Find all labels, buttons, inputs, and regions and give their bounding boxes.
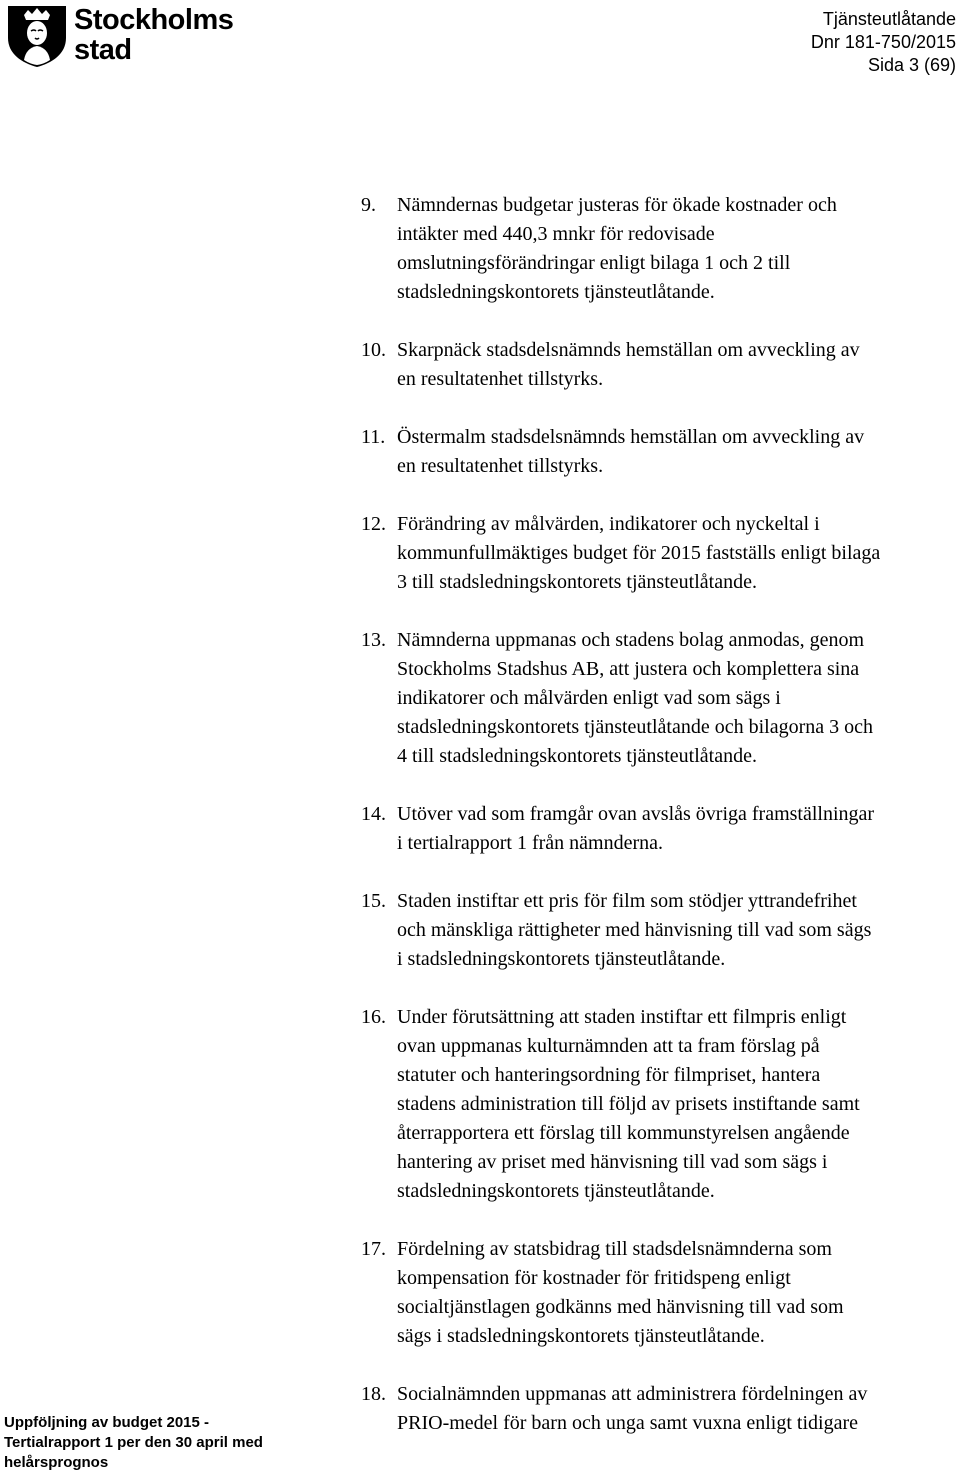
item-number: 18.	[361, 1383, 386, 1405]
item-text-line: i tertialrapport 1 från nämnderna.	[397, 832, 663, 854]
logo-wordmark	[74, 6, 233, 65]
item-text-line: socialtjänstlagen godkänns med hänvisning till vad som	[397, 1296, 844, 1318]
item-text-line: Stockholms Stadshus AB, att justera och komplettera sina	[397, 658, 860, 680]
list-item	[361, 510, 960, 597]
item-number: 10.	[361, 339, 386, 361]
item-number: 13.	[361, 629, 386, 651]
footer-title	[4, 1413, 263, 1473]
item-text-line: i stadsledningskontorets tjänsteutlåtande.	[397, 948, 726, 970]
item-text-line: stadsledningskontorets tjänsteutlåtande.	[397, 281, 715, 303]
item-text-line: PRIO-medel för barn och unga samt vuxna enligt tidigare	[397, 1412, 858, 1434]
list-item	[361, 423, 960, 481]
item-text-line: hantering av priset med hänvisning till vad som sägs i	[397, 1151, 828, 1173]
logo-text-line2: stad	[74, 34, 132, 66]
stockholms-stad-logo	[4, 2, 234, 68]
item-text-line: Staden instiftar ett pris för film som stödjer yttrandefrihet	[397, 890, 857, 912]
list-item	[361, 191, 960, 307]
item-text-line: Skarpnäck stadsdelsnämnds hemställan om avveckling av	[397, 339, 860, 361]
item-text-line: Nämnderna uppmanas och stadens bolag anmodas, genom	[397, 629, 865, 651]
item-text-line: 4 till stadsledningskontorets tjänsteutlåtande.	[397, 745, 757, 767]
item-text-line: kompensation för kostnader för fritidspeng enligt	[397, 1267, 791, 1289]
document-meta	[811, 8, 956, 77]
item-text-line: statuter och hanteringsordning för filmpriset, hantera	[397, 1064, 821, 1086]
item-number: 9.	[361, 194, 376, 216]
footer-line3: helårsprognos	[4, 1454, 109, 1471]
item-number: 17.	[361, 1238, 386, 1260]
item-text-line: en resultatenhet tillstyrks.	[397, 368, 604, 390]
item-text-line: ovan uppmanas kulturnämnden att ta fram förslag på	[397, 1035, 820, 1057]
item-text-line: Under förutsättning att staden instiftar ett filmpris enligt	[397, 1006, 847, 1028]
list-item	[361, 336, 960, 394]
item-text-line: Nämndernas budgetar justeras för ökade kostnader och	[397, 194, 837, 216]
item-number: 11.	[361, 426, 386, 448]
item-text-line: en resultatenhet tillstyrks.	[397, 455, 604, 477]
list-item	[361, 800, 960, 858]
item-text-line: och mänskliga rättigheter med hänvisning till vad som sägs	[397, 919, 872, 941]
item-text-line: 3 till stadsledningskontorets tjänsteutlåtande.	[397, 571, 757, 593]
item-text-line: Socialnämnden uppmanas att administrera fördelningen av	[397, 1383, 868, 1405]
list-item	[361, 1380, 960, 1438]
footer-line1: Uppföljning av budget 2015 -	[4, 1414, 210, 1431]
list-item	[361, 887, 960, 974]
item-number: 14.	[361, 803, 386, 825]
page-number: Sida 3 (69)	[867, 55, 956, 75]
footer-line2: Tertialrapport 1 per den 30 april med	[4, 1434, 263, 1451]
list-item	[361, 626, 960, 771]
decision-list	[361, 191, 960, 1467]
item-text-line: omslutningsförändringar enligt bilaga 1 och 2 till	[397, 252, 791, 274]
item-text-line: Fördelning av statsbidrag till stadsdelsnämnderna som	[397, 1238, 832, 1260]
item-text-line: stadens administration till följd av prisets instiftande samt	[397, 1093, 860, 1115]
item-text-line: återrapportera ett förslag till kommunstyrelsen angående	[397, 1122, 850, 1144]
item-text-line: Förändring av målvärden, indikatorer och nyckeltal i	[397, 513, 820, 535]
item-number: 12.	[361, 513, 386, 535]
logo-text-line1: Stockholms	[74, 4, 234, 36]
item-text-line: Utöver vad som framgår ovan avslås övriga framställningar	[397, 803, 875, 825]
item-number: 16.	[361, 1006, 386, 1028]
list-item	[361, 1003, 960, 1206]
crest-icon	[4, 2, 70, 68]
item-number: 15.	[361, 890, 386, 912]
item-text-line: sägs i stadsledningskontorets tjänsteutlåtande.	[397, 1325, 765, 1347]
item-text-line: intäkter med 440,3 mnkr för redovisade	[397, 223, 715, 245]
document-number: Dnr 181-750/2015	[810, 32, 956, 52]
list-item	[361, 1235, 960, 1351]
item-text-line: kommunfullmäktiges budget för 2015 fastställs enligt bilaga	[397, 542, 881, 564]
item-text-line: stadsledningskontorets tjänsteutlåtande och bilagorna 3 och	[397, 716, 873, 738]
item-text-line: stadsledningskontorets tjänsteutlåtande.	[397, 1180, 715, 1202]
item-text-line: indikatorer och målvärden enligt vad som sägs i	[397, 687, 781, 709]
document-type: Tjänsteutlåtande	[822, 9, 956, 29]
item-text-line: Östermalm stadsdelsnämnds hemställan om avveckling av	[397, 426, 865, 448]
